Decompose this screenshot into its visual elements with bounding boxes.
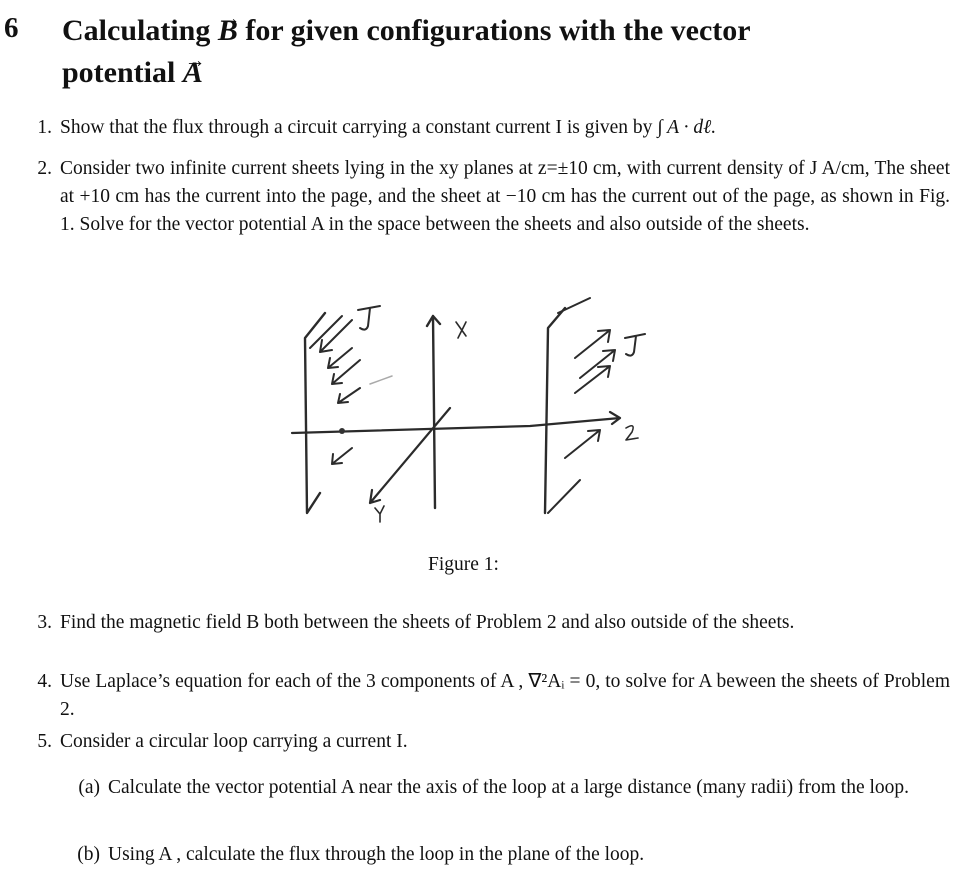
problem-5a-text: Calculate the vector potential A near the axis of the loop at a large distance (many radii) from the loop. [108, 777, 910, 798]
problem-3-text: Find the magnetic field B both between the sheets of Problem 2 and also outside of the sheets. [60, 612, 795, 633]
problem-5a [78, 774, 950, 802]
problem-5b-label: (b) [77, 844, 100, 865]
problem-3-label: 3. [37, 612, 52, 633]
problem-5 [37, 728, 950, 756]
y-axis [370, 408, 450, 503]
left-current-arrows [320, 320, 360, 464]
figure-caption: Figure 1: [428, 554, 499, 575]
j-right-glyph [625, 334, 645, 356]
problem-3 [37, 609, 950, 637]
j-left-glyph [358, 306, 380, 330]
problem-1-text: Show that the flux through a circuit carrying a constant current I is given by [60, 117, 658, 138]
problem-1-label: 1. [37, 117, 52, 138]
problem-1 [37, 114, 950, 142]
problem-4 [37, 668, 950, 724]
problem-2 [37, 155, 950, 239]
problem-5-label: 5. [37, 731, 52, 752]
x-glyph [456, 322, 466, 338]
problem-1-math: ∫ A · dℓ. [657, 117, 717, 138]
x-axis [427, 316, 440, 508]
y-glyph [375, 506, 384, 522]
problem-5a-label: (a) [78, 777, 100, 798]
problem-4-text: Use Laplace’s equation for each of the 3 components of A , ∇²Aᵢ = 0, to solve for A beween the sheets of Problem 2. [60, 671, 950, 720]
problem-2-text: Consider two infinite current sheets lying in the xy planes at z=±10 cm, with current density of J A/cm, The sheet at +10 cm has the current into the page, and the sheet at −10 cm has the current out of the page, as shown in Fig. 1. Solve for the vector potential A in the space between the sheets and also outside of the sheets. [60, 158, 950, 235]
right-current-arrows [565, 330, 615, 458]
z-glyph [626, 426, 638, 440]
problem-5b-text: Using A , calculate the flux through the loop in the plane of the loop. [108, 844, 645, 865]
problem-4-label: 4. [37, 671, 52, 692]
problem-5b [77, 841, 950, 869]
right-sheet-edge [545, 308, 565, 513]
problem-5-text: Consider a circular loop carrying a current I. [60, 731, 408, 752]
figure-1-sketch [280, 288, 700, 528]
section-number: 6 [4, 12, 19, 44]
problem-2-label: 2. [37, 158, 52, 179]
section-title: Calculating → B for given configurations with the vector potential → A [62, 10, 952, 94]
